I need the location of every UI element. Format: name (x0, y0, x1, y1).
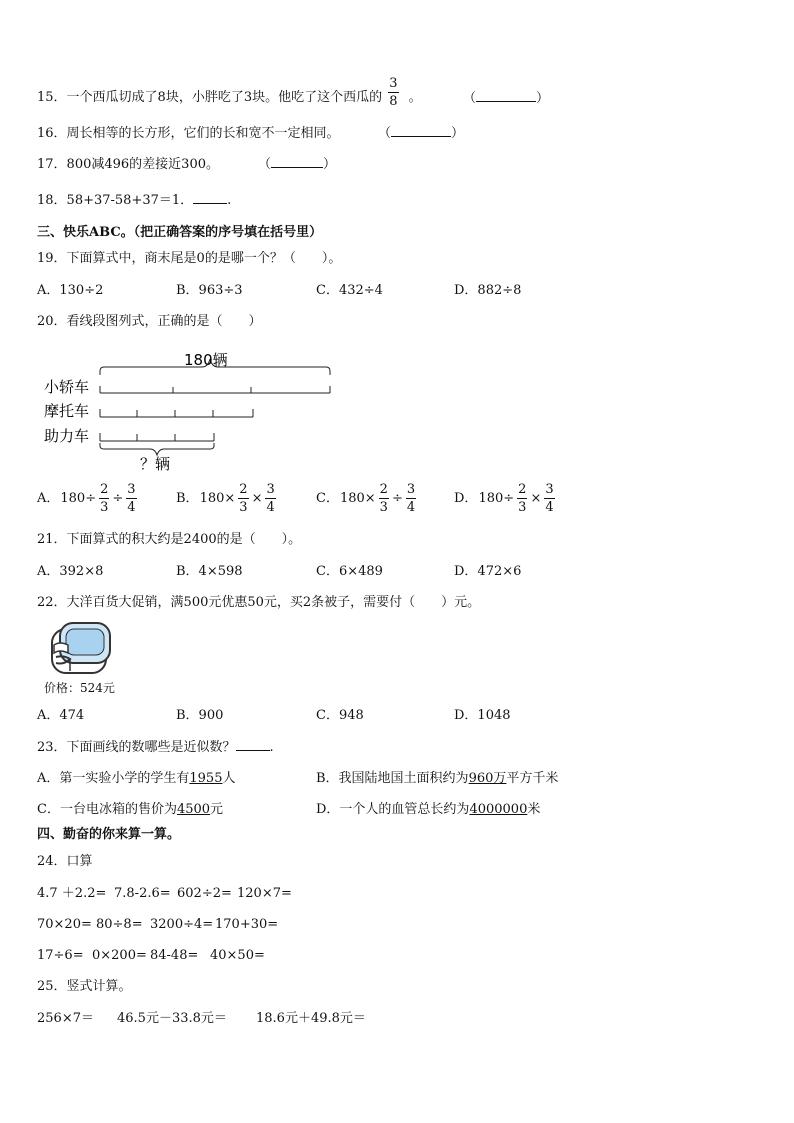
q20-option-b[interactable]: B．180× $\frac{2}{3}$ × $\frac{3}{4}$ (176, 482, 275, 515)
line-segment-diagram (38, 345, 338, 473)
q18-text: 18．58+37-58+37＝1． (37, 193, 194, 208)
q19-option-c[interactable]: C．432÷4 (316, 283, 383, 298)
q21-option-d[interactable]: D．472×6 (454, 564, 522, 579)
segment-moped (100, 433, 214, 441)
underlined-number: 4500 (176, 802, 211, 817)
q21-option-a[interactable]: A．392×8 (37, 564, 104, 579)
q15 (37, 76, 422, 109)
q15-text: 15．一个西瓜切成了8块，小胖吃了3块。他吃了这个西瓜的 (37, 90, 383, 105)
q22-option-d[interactable]: D．1048 (454, 708, 511, 723)
q24-item: 120×7= (237, 886, 292, 901)
q19-option-d[interactable]: D．882÷8 (454, 283, 522, 298)
q19-stem: 19．下面算式中，商末尾是0的是哪一个？（ ）。 (37, 251, 342, 266)
q22-option-a[interactable]: A．474 (37, 708, 85, 723)
section-3-title: 三、快乐ABC。（把正确答案的序号填在括号里） (37, 225, 323, 240)
q23-option-d[interactable]: D．一个人的血管总长约为4000000米 (316, 802, 541, 817)
q16-answer[interactable]: （ ） (378, 126, 465, 141)
q15-answer[interactable]: （ ） (463, 91, 550, 106)
q25-item: 18.6元＋49.8元＝ (256, 1011, 366, 1026)
fraction: $\frac{2}{3}$ (518, 482, 527, 515)
fraction: $\frac{2}{3}$ (100, 482, 109, 515)
q20-stem: 20．看线段图列式，正确的是（ ） (37, 314, 262, 329)
q20-option-c[interactable]: C．180× $\frac{2}{3}$ ÷ $\frac{3}{4}$ (316, 482, 416, 515)
q21-option-c[interactable]: C．6×489 (316, 564, 383, 579)
q24-item: 4.7 ＋2.2= (37, 886, 107, 901)
q22-stem: 22．大洋百货大促销，满500元优惠50元，买2条被子，需要付（ ）元。 (37, 595, 481, 610)
underlined-number: 4000000 (469, 802, 528, 817)
fraction: $\frac{3}{4}$ (545, 482, 554, 515)
q20-option-a[interactable]: A．180÷ $\frac{2}{3}$ ÷ $\frac{3}{4}$ (37, 482, 136, 515)
segment-motorcycle (100, 409, 253, 417)
q24-item: 70×20= (37, 917, 92, 932)
q19-option-a[interactable]: A．130÷2 (37, 283, 104, 298)
fraction-denominator: 8 (389, 94, 398, 109)
q24-stem: 24．口算 (37, 854, 93, 869)
fraction: $\frac{2}{3}$ (239, 482, 248, 515)
q24-item: 7.8-2.6= (114, 886, 171, 901)
fraction: $\frac{3}{4}$ (127, 482, 136, 515)
q18: 18．58+37-58+37＝1． . (37, 193, 232, 208)
q23-option-b[interactable]: B．我国陆地国土面积约为960万平方千米 (316, 771, 559, 786)
q25-item: 46.5元－33.8元＝ (117, 1011, 227, 1026)
q25-item: 256×7＝ (37, 1011, 94, 1026)
question-brace (100, 443, 214, 455)
q21-stem: 21．下面算式的积大约是2400的是（ ）。 (37, 532, 302, 547)
q23-option-a[interactable]: A．第一实验小学的学生有1955人 (37, 771, 236, 786)
q23-option-c[interactable]: C．一台电冰箱的售价为4500元 (37, 802, 224, 817)
q23-stem: 23．下面画线的数哪些是近似数？ . (37, 740, 274, 755)
section-4-title: 四、勤奋的你来算一算。 (37, 827, 181, 842)
q24-item: 170+30= (215, 917, 279, 932)
q17-answer[interactable]: （ ） (258, 157, 337, 172)
quilt-icon (46, 619, 112, 679)
q24-item: 17÷6= (37, 948, 84, 963)
fraction: $\frac{3}{4}$ (406, 482, 416, 515)
fraction-numerator: 3 (389, 76, 398, 91)
fraction: $\frac{3}{4}$ (266, 482, 275, 515)
q24-item: 602÷2= (177, 886, 232, 901)
row-label-motorcycle: 摩托车 (44, 402, 90, 420)
q24-item: 3200÷4= (150, 917, 214, 932)
q24-item: 0×200= (92, 948, 147, 963)
row-label-car: 小轿车 (44, 378, 90, 396)
answer-blank[interactable] (193, 203, 227, 204)
q17 (37, 158, 219, 171)
answer-blank[interactable] (476, 101, 536, 102)
q19-option-b[interactable]: B．963÷3 (176, 283, 243, 298)
row-label-moped: 助力车 (44, 427, 90, 445)
q22-price-label: 价格：524元 (44, 681, 115, 695)
q15-tail: 。 (408, 90, 422, 105)
q22-option-b[interactable]: B．900 (176, 708, 224, 723)
total-label: 180辆 (184, 351, 228, 369)
question-label: ？辆 (140, 455, 171, 473)
segment-car (100, 386, 330, 393)
fraction: $\frac{2}{3}$ (379, 482, 388, 515)
underlined-number: 960万 (468, 771, 507, 786)
q25-stem: 25．竖式计算。 (37, 979, 132, 994)
q17-text: 17．800减496的差接近300。 (37, 157, 219, 172)
answer-blank[interactable] (236, 750, 270, 751)
q24-item: 40×50= (210, 948, 265, 963)
q16-text: 16．周长相等的长方形，它们的长和宽不一定相同。 (37, 126, 340, 141)
q24-item: 80÷8= (96, 917, 143, 932)
answer-blank[interactable] (391, 136, 451, 137)
q21-option-b[interactable]: B．4×598 (176, 564, 243, 579)
q20-option-d[interactable]: D．180÷ $\frac{2}{3}$ × $\frac{3}{4}$ (454, 482, 554, 515)
q22-option-c[interactable]: C．948 (316, 708, 364, 723)
underlined-number: 1955 (189, 771, 223, 786)
q24-item: 84-48= (150, 948, 199, 963)
q16 (37, 127, 340, 140)
fraction (388, 77, 398, 108)
answer-blank[interactable] (271, 167, 323, 168)
